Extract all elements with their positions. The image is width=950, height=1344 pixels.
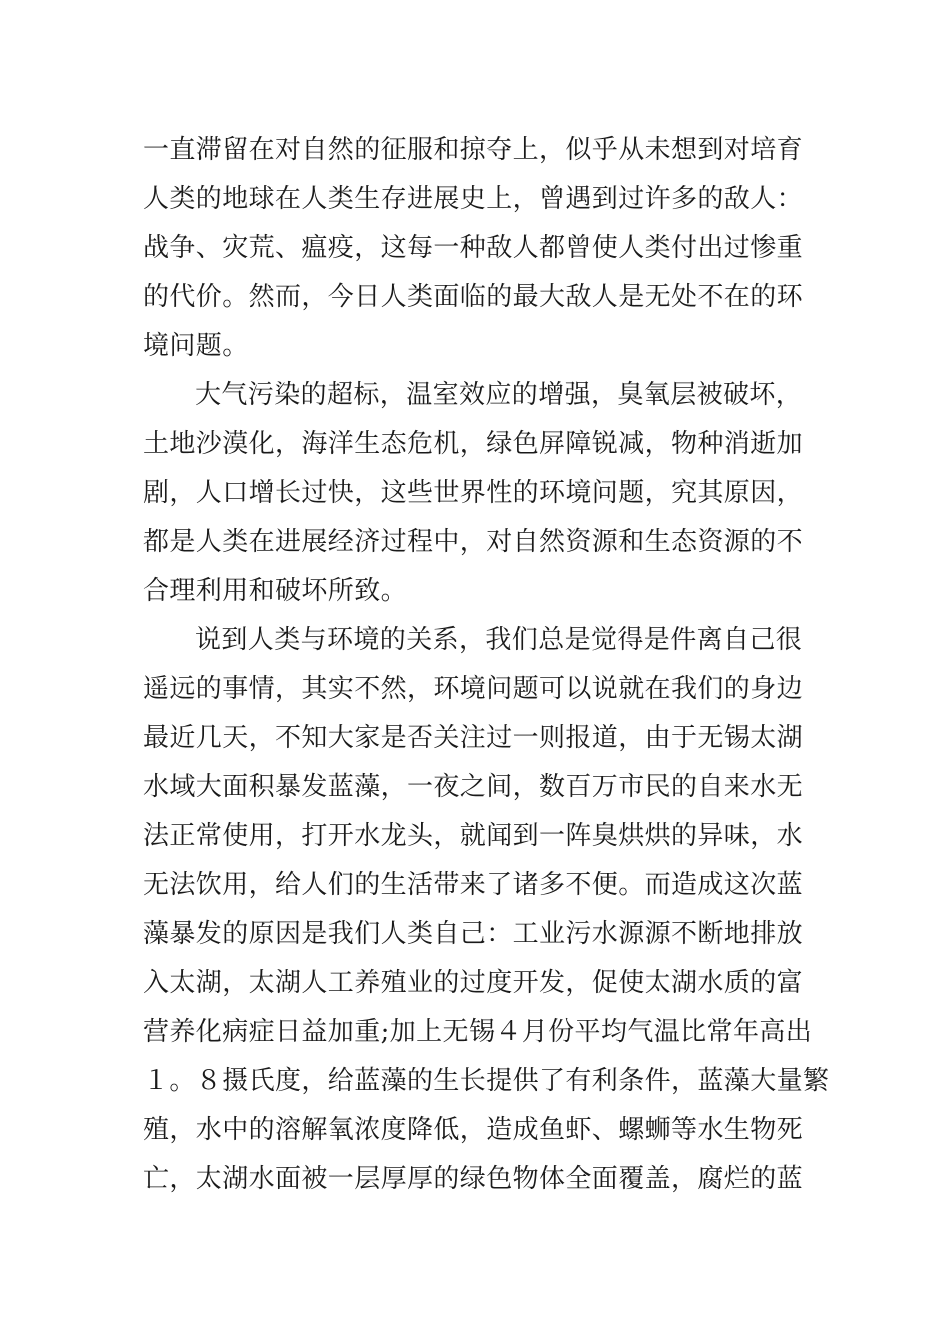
text-line: 营养化病症日益加重;加上无锡４月份平均气温比常年高出: [143, 1017, 813, 1047]
text-line: 藻暴发的原因是我们人类自己：工业污水源源不断地排放: [143, 919, 804, 949]
text-line: 殖，水中的溶解氧浓度降低，造成鱼虾、螺蛳等水生物死: [143, 1115, 804, 1145]
text-line: 无法饮用，给人们的生活带来了诸多不便。而造成这次蓝: [143, 870, 804, 900]
text-line: 遥远的事情，其实不然，环境问题可以说就在我们的身边: [143, 674, 804, 704]
text-line: 亡，太湖水面被一层厚厚的绿色物体全面覆盖，腐烂的蓝: [143, 1164, 804, 1194]
text-line: 入太湖，太湖人工养殖业的过度开发，促使太湖水质的富: [143, 968, 804, 998]
text-line: 大气污染的超标，温室效应的增强，臭氧层被破坏，: [195, 380, 803, 410]
text-line: 一直滞留在对自然的征服和掠夺上，似乎从未想到对培育: [143, 135, 804, 165]
text-line: 最近几天，不知大家是否关注过一则报道，由于无锡太湖: [143, 723, 804, 753]
text-line: １。８摄氏度，给蓝藻的生长提供了有利条件，蓝藻大量繁: [143, 1066, 830, 1096]
text-line: 境问题。: [143, 331, 249, 361]
text-line: 说到人类与环境的关系，我们总是觉得是件离自己很: [195, 625, 803, 655]
text-line: 合理利用和破坏所致。: [143, 576, 408, 606]
text-line: 都是人类在进展经济过程中，对自然资源和生态资源的不: [143, 527, 804, 557]
text-line: 剧，人口增长过快，这些世界性的环境问题，究其原因，: [143, 478, 804, 508]
text-line: 水域大面积暴发蓝藻，一夜之间，数百万市民的自来水无: [143, 772, 804, 802]
text-line: 的代价。然而，今日人类面临的最大敌人是无处不在的环: [143, 282, 804, 312]
text-line: 人类的地球在人类生存进展史上，曾遇到过许多的敌人：: [143, 184, 804, 214]
body-text: [143, 126, 830, 1204]
text-line: 法正常使用，打开水龙头，就闻到一阵臭烘烘的异味，水: [143, 821, 804, 851]
text-line: 土地沙漠化，海洋生态危机，绿色屏障锐减，物种消逝加: [143, 429, 804, 459]
text-line: 战争、灾荒、瘟疫，这每一种敌人都曾使人类付出过惨重: [143, 233, 804, 263]
